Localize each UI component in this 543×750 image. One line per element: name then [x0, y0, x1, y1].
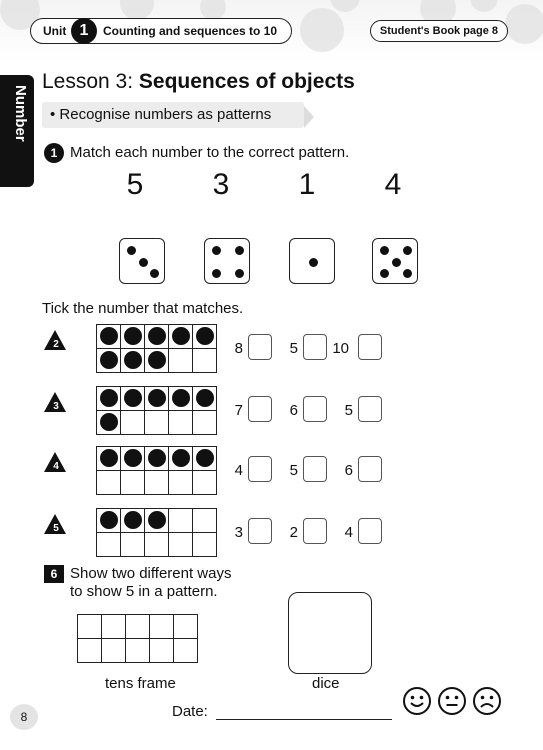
- counter-dot: [100, 351, 118, 369]
- match-number-4: 4: [384, 168, 402, 201]
- question-number: 5: [53, 523, 59, 534]
- counter-dot: [148, 327, 166, 345]
- option-number: 2: [289, 524, 298, 541]
- header-band: [0, 0, 543, 62]
- dice-pattern-4[interactable]: [372, 238, 418, 284]
- dice-pip: [212, 246, 221, 255]
- lesson-title: [42, 70, 355, 94]
- counter-dot: [196, 389, 214, 407]
- empty-tens-frame[interactable]: [77, 614, 198, 663]
- tens-frame-cell: [193, 325, 217, 349]
- tens-frame: [96, 386, 217, 435]
- counter-dot: [124, 389, 142, 407]
- dice-pip: [392, 258, 401, 267]
- lesson-prefix: Lesson 3:: [42, 70, 139, 93]
- option-number: 5: [289, 462, 298, 479]
- tick-box[interactable]: [303, 456, 327, 482]
- question-1-instruction: Match each number to the correct pattern.: [70, 144, 350, 161]
- tens-frame-cell: [145, 387, 169, 411]
- date-field[interactable]: [216, 719, 392, 720]
- dice-pattern-2[interactable]: [204, 238, 250, 284]
- counter-dot: [148, 449, 166, 467]
- question-1-number: 1: [44, 143, 64, 163]
- tens-frame-cell: [169, 387, 193, 411]
- side-tab-label: Number: [12, 85, 29, 142]
- book-reference: Student's Book page 8: [370, 20, 508, 42]
- dice-caption: dice: [312, 675, 340, 692]
- counter-dot: [196, 327, 214, 345]
- option-number: 5: [289, 340, 298, 357]
- tens-frame-cell: [97, 325, 121, 349]
- tens-frame-cell: [97, 447, 121, 471]
- tens-frame-cell: [145, 447, 169, 471]
- page-number: 8: [10, 704, 38, 730]
- counter-dot: [124, 327, 142, 345]
- lesson-name: Sequences of objects: [138, 70, 355, 93]
- option-number: 10: [332, 340, 349, 357]
- tick-box[interactable]: [358, 334, 382, 360]
- option-number: 4: [234, 462, 243, 479]
- tens-frame-cell: [193, 387, 217, 411]
- tens-frame-cell: [121, 533, 145, 557]
- counter-dot: [124, 449, 142, 467]
- dice-pattern-3[interactable]: [289, 238, 335, 284]
- dice-pip: [380, 269, 389, 278]
- dice-pip: [380, 246, 389, 255]
- unit-header: [30, 18, 292, 44]
- question-2-marker: [44, 330, 66, 350]
- tens-frame-cell: [97, 471, 121, 495]
- tens-frame-cell: [121, 447, 145, 471]
- question-6-line-2: to show 5 in a pattern.: [70, 583, 218, 600]
- dice-pip: [139, 258, 148, 267]
- question-6-number: 6: [44, 565, 64, 583]
- tens-frame-cell: [145, 349, 169, 373]
- tens-frame-cell: [193, 509, 217, 533]
- tens-frame-cell: [145, 509, 169, 533]
- counter-dot: [100, 389, 118, 407]
- counter-dot: [100, 449, 118, 467]
- match-number-1: 5: [126, 168, 144, 201]
- match-number-3: 1: [298, 168, 316, 201]
- option-number: 5: [344, 402, 353, 419]
- option-number: 8: [234, 340, 243, 357]
- tick-instruction: Tick the number that matches.: [42, 300, 244, 317]
- counter-dot: [124, 351, 142, 369]
- option-number: 3: [234, 524, 243, 541]
- dice-pip: [403, 269, 412, 278]
- counter-dot: [124, 511, 142, 529]
- question-number: 2: [53, 339, 59, 350]
- learning-objective: • Recognise numbers as patterns: [42, 102, 304, 128]
- tens-frame-cell: [169, 447, 193, 471]
- dice-pattern-1[interactable]: [119, 238, 165, 284]
- tick-box[interactable]: [303, 518, 327, 544]
- tens-frame-cell: [169, 471, 193, 495]
- tick-box[interactable]: [303, 334, 327, 360]
- tick-box[interactable]: [303, 396, 327, 422]
- tens-frame-cell: [169, 509, 193, 533]
- happy-face-icon[interactable]: [402, 686, 432, 716]
- tens-frame-cell: [97, 387, 121, 411]
- question-number: 3: [53, 401, 59, 412]
- dice-pip: [212, 269, 221, 278]
- counter-dot: [172, 449, 190, 467]
- tens-frame: [96, 508, 217, 557]
- tens-frame-cell: [169, 349, 193, 373]
- dice-pip: [127, 246, 136, 255]
- question-6-line-1: Show two different ways: [70, 565, 232, 582]
- date-label: Date:: [172, 703, 208, 720]
- tick-box[interactable]: [358, 518, 382, 544]
- question-number: 4: [53, 461, 59, 472]
- counter-dot: [148, 351, 166, 369]
- counter-dot: [172, 327, 190, 345]
- tens-frame-caption: tens frame: [105, 675, 176, 692]
- dice-pip: [150, 269, 159, 278]
- empty-dice-box[interactable]: [288, 592, 372, 674]
- tens-frame-cell: [145, 471, 169, 495]
- tens-frame-cell: [121, 471, 145, 495]
- tens-frame: [96, 446, 217, 495]
- unit-label: Unit: [43, 24, 67, 38]
- tens-frame-cell: [97, 509, 121, 533]
- counter-dot: [148, 511, 166, 529]
- counter-dot: [196, 449, 214, 467]
- option-number: 4: [344, 524, 353, 541]
- tens-frame-cell: [193, 349, 217, 373]
- sad-face-icon[interactable]: [472, 686, 502, 716]
- tick-box[interactable]: [248, 456, 272, 482]
- dice-pip: [403, 246, 412, 255]
- option-number: 6: [344, 462, 353, 479]
- tens-frame-cell: [193, 471, 217, 495]
- tens-frame-cell: [145, 411, 169, 435]
- tens-frame-cell: [169, 325, 193, 349]
- counter-dot: [100, 327, 118, 345]
- counter-dot: [172, 389, 190, 407]
- tick-box[interactable]: [358, 456, 382, 482]
- tens-frame-cell: [121, 509, 145, 533]
- match-number-2: 3: [212, 168, 230, 201]
- tens-frame-cell: [121, 349, 145, 373]
- tens-frame-cell: [193, 447, 217, 471]
- tick-box[interactable]: [248, 334, 272, 360]
- tens-frame-cell: [169, 533, 193, 557]
- counter-dot: [100, 413, 118, 431]
- tick-box[interactable]: [248, 518, 272, 544]
- tens-frame: [96, 324, 217, 373]
- tens-frame-cell: [97, 411, 121, 435]
- tens-frame-cell: [97, 533, 121, 557]
- tens-frame-cell: [121, 325, 145, 349]
- dice-pip: [235, 269, 244, 278]
- tens-frame-cell: [121, 387, 145, 411]
- neutral-face-icon[interactable]: [437, 686, 467, 716]
- side-tab: [0, 75, 34, 187]
- unit-number: 1: [71, 18, 97, 44]
- question-5-marker: [44, 514, 66, 534]
- tens-frame-cell: [121, 411, 145, 435]
- tick-box[interactable]: [248, 396, 272, 422]
- counter-dot: [100, 511, 118, 529]
- unit-title: Counting and sequences to 10: [103, 24, 278, 38]
- dice-pip: [235, 246, 244, 255]
- tens-frame-cell: [145, 325, 169, 349]
- tens-frame-cell: [97, 349, 121, 373]
- tens-frame-cell: [169, 411, 193, 435]
- option-number: 6: [289, 402, 298, 419]
- tick-box[interactable]: [358, 396, 382, 422]
- tens-frame-cell: [193, 533, 217, 557]
- question-3-marker: [44, 392, 66, 412]
- tens-frame-cell: [145, 533, 169, 557]
- tens-frame-cell: [193, 411, 217, 435]
- question-4-marker: [44, 452, 66, 472]
- counter-dot: [148, 389, 166, 407]
- dice-pip: [309, 258, 318, 267]
- option-number: 7: [234, 402, 243, 419]
